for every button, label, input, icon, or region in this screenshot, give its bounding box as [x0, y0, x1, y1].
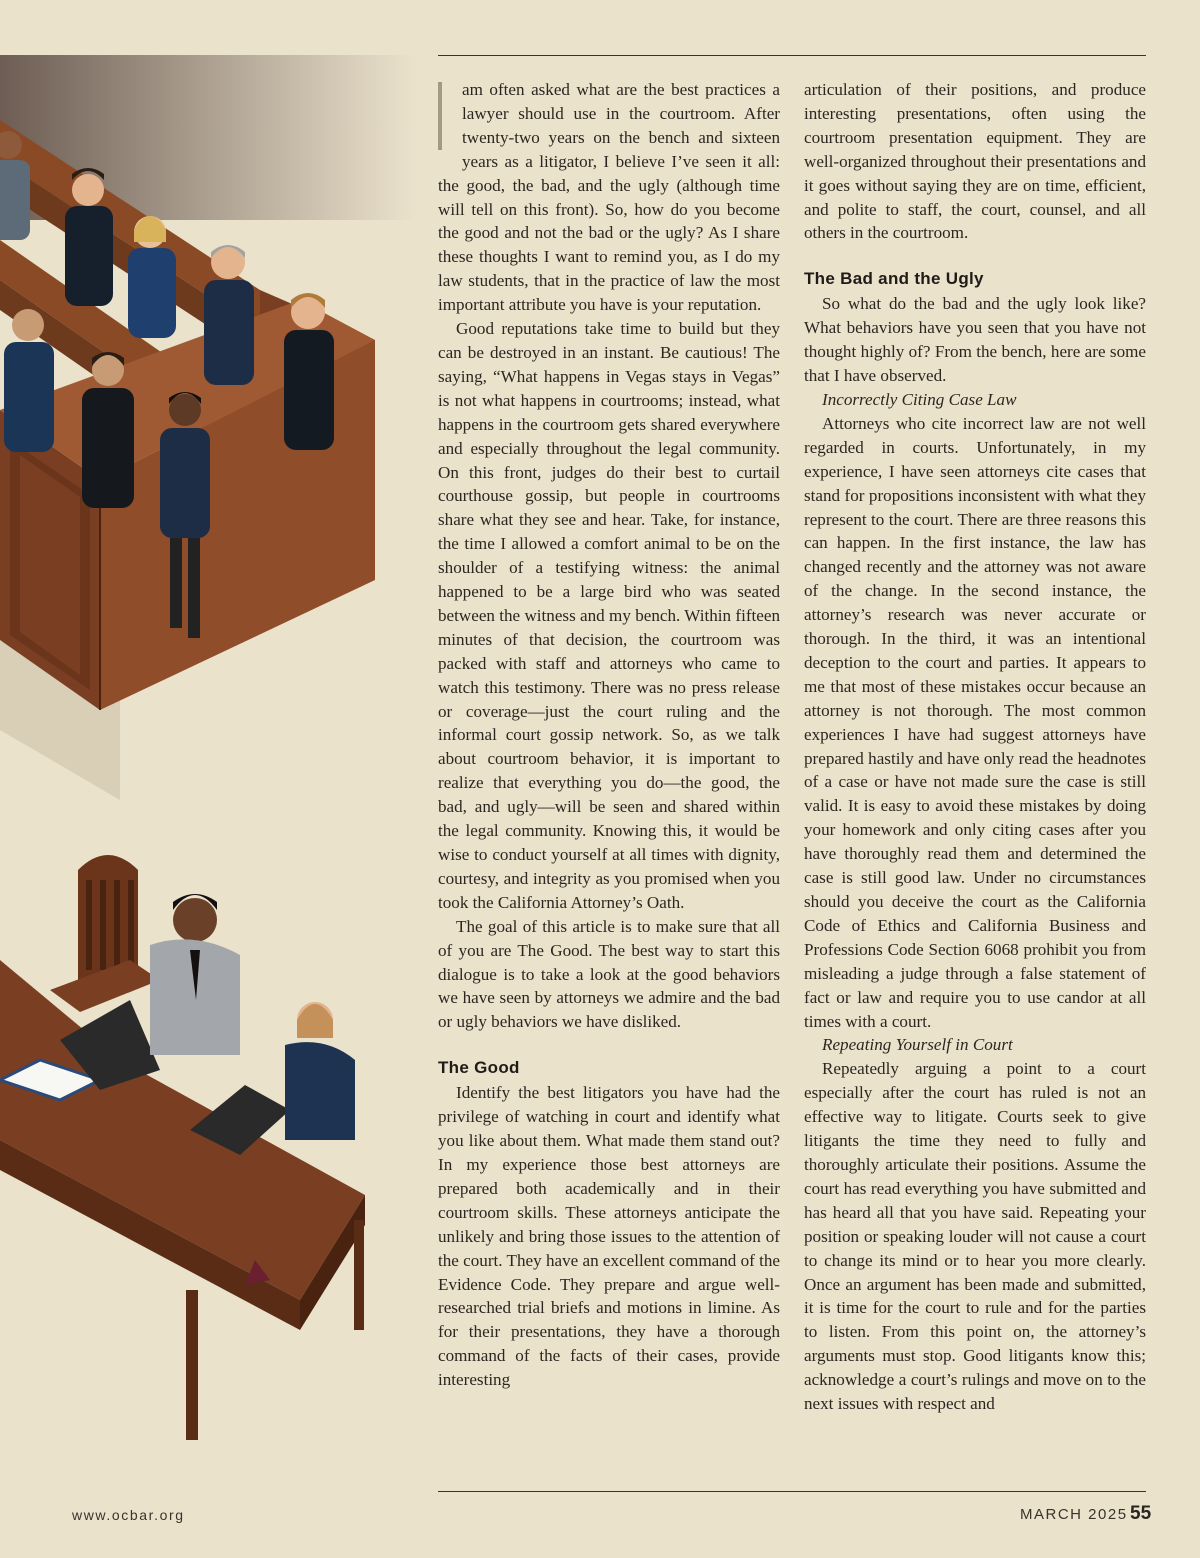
section-heading-bad-ugly: The Bad and the Ugly	[804, 269, 984, 289]
intro-paragraph-2: Good reputations take time to build but they can be destroyed in an instant. Be cautious! The saying, “What happens in Vegas stays in Vegas” is not what happens in courtrooms; instead, what happens in the courtroom gets shared everywhere and especially throughout the legal community. On this front, judges do their best to curtail courthouse gossip, but people in courtrooms share what they see and hear. Take, for instance, the time I allowed a comfort animal to be on the shoulder of a testifying witness: the animal happened to be a large bird who was seated between the witness and my bench. Within fifteen minutes of that decision, the courtroom was packed with staff and attorneys who came to watch this testimony. There was no press release or coverage—just the court ruling and the informal court gossip network. So, as we talk about courtroom behavior, it is important to realize that everything you do—the good, the bad, and ugly—will be seen and shared within the legal community. Knowing this, it would be wise to conduct yourself at all times with dignity, courtesy, and integrity as you promised when you took the California Attorney’s Oath.	[438, 319, 780, 912]
repeating-paragraph: Repeatedly arguing a point to a court especially after the court has ruled is not an effective way to litigate. Courts seek to give litigants the time they need to fully and thoroughly articulate their positions. Assume the court has read everything you have submitted and has heard all that you have said. Repeating your position or speaking louder will not cause a court to change its mind or to hear you more clearly. Once an argument has been made and submitted, it is time for the court to rule and for the parties to listen. From this point on, the attorney’s arguments must stop. Good litigants know this; acknowledge a court’s rulings and move on to the next issues with respect and	[804, 1059, 1146, 1414]
page-number: 55	[1130, 1503, 1152, 1524]
footer-website: www.ocbar.org	[72, 1507, 185, 1523]
intro-paragraph-1	[438, 78, 780, 317]
top-rule	[438, 55, 1146, 56]
subheading-case-law: Incorrectly Citing Case Law	[822, 389, 1017, 409]
good-paragraph: Identify the best litigators you have had the privilege of watching in court and identify what you like about them. What made them stand out? In my experience those best attorneys are prepared both academically and in their courtroom skills. These attorneys anticipate the unlikely and bring those issues to the attention of the court. They have an excellent command of the Evidence Code. They prepare and argue well-researched trial briefs and motions in limine. As for their presentations, they have a thorough command of the facts of their cases, provide interesting	[438, 1083, 780, 1390]
footer-issue-date: MARCH 2025	[1020, 1506, 1128, 1523]
intro-text-1: am often asked what are the best practices a lawyer should use in the courtroom. After twenty-two years on the bench and sixteen years as a litigator, I believe I’ve seen it all: the good, the bad, and the ugly (although time will tell on this front). So, how do you become the good and not the bad or the ugly? As I share these thoughts I want to remind you, as I do my law students, that in the practice of law the most important attribute you have is your reputation.	[438, 80, 780, 315]
subheading-repeating: Repeating Yourself in Court	[822, 1035, 1013, 1055]
good-paragraph-continued: articulation of their positions, and produce interesting presentations, often using the courtroom presentation equipment. They are well-organized throughout their presentations and it goes without saying they are on time, efficient, and polite to staff, the court, counsel, and all others in the courtroom.	[804, 80, 1146, 243]
chair	[50, 855, 160, 1012]
bottom-rule	[438, 1491, 1146, 1492]
courtroom-illustration	[0, 0, 420, 1440]
case-law-paragraph: Attorneys who cite incorrect law are not well regarded in courts. Unfortunately, in my experience, I have seen attorneys cite cases that stand for propositions inconsistent with what they represent to the court. There are three reasons this can happen. In the first instance, the law has changed recently and the attorney was not aware of the change. In the second instance, the attorney’s research was never accurate or thorough. In the third, it was an intentional deception to the court and parties. It appears to me that most of these mistakes occur because an attorney is not thorough. The most common experiences I have had suggest attorneys have prepared hastily and have only read the headnotes of a case or have not made sure the case is still valid. It is easy to avoid these mistakes by doing your homework and only citing cases after you have thoroughly read them and determined the case is still good law. Under no circumstances should you deceive the court as the California Code of Ethics and California Business and Professions Code Section 6068 prohibit you from misleading a judge through a false statement of fact or law and require you to use candor at all times with a court.	[804, 413, 1146, 1031]
article-column-2	[804, 78, 1146, 1416]
section-heading-good: The Good	[438, 1058, 520, 1078]
article-column-1	[438, 78, 780, 1392]
intro-paragraph-3: The goal of this article is to make sure that all of you are The Good. The best way to start this dialogue is to take a look at the good behaviors we have seen by attorneys we admire and the bad or ugly behaviors we have disliked.	[438, 916, 780, 1032]
drop-cap-bar	[438, 82, 442, 150]
bad-intro-paragraph: So what do the bad and the ugly look like? What behaviors have you seen that you have not thought highly of? From the bench, here are some that I have observed.	[804, 294, 1146, 386]
